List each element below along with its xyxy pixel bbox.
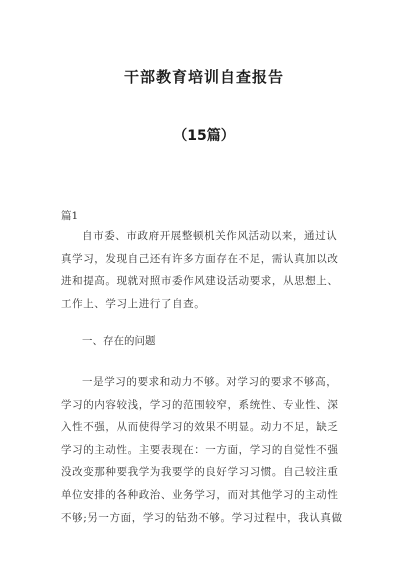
paragraph-line: 学习的主动性。主要表现在：一方面，学习的自觉性不强 <box>61 443 339 456</box>
paragraph-line: 学习的内容较浅，学习的范围较窄，系统性、专业性、深 <box>61 398 339 411</box>
section-heading: 一、存在的问题 <box>82 335 156 347</box>
paragraph-problems <box>61 371 349 529</box>
document-subtitle: （15篇） <box>173 128 235 144</box>
paragraph-line: 入性不强，从而使得学习的效果不明显。动力不足，缺乏 <box>61 421 339 434</box>
document-title: 干部教育培训自查报告 <box>123 68 284 86</box>
paragraph-intro <box>61 225 349 315</box>
paragraph-line: 自市委、市政府开展整顿机关作风活动以来，通过认 <box>82 230 338 242</box>
paragraph-line: 一是学习的要求和动力不够。对学习的要求不够高， <box>82 376 338 388</box>
paragraph-line: 工作上、学习上进行了自查。 <box>61 297 206 310</box>
section-label: 篇1 <box>61 210 79 222</box>
paragraph-line: 真学习，发现自己还有许多方面存在不足，需认真加以改 <box>61 252 339 265</box>
paragraph-line: 单位安排的各种政治、业务学习，而对其他学习的主动性 <box>61 488 339 501</box>
paragraph-line: 进和提高。现就对照市委作风建设活动要求，从思想上、 <box>61 275 339 288</box>
paragraph-line: 不够;另一方面，学习的钻劲不够。学习过程中，我认真做 <box>61 511 343 524</box>
paragraph-line: 没改变那种要我学为我要学的良好学习习惯。自己较注重 <box>61 466 339 479</box>
